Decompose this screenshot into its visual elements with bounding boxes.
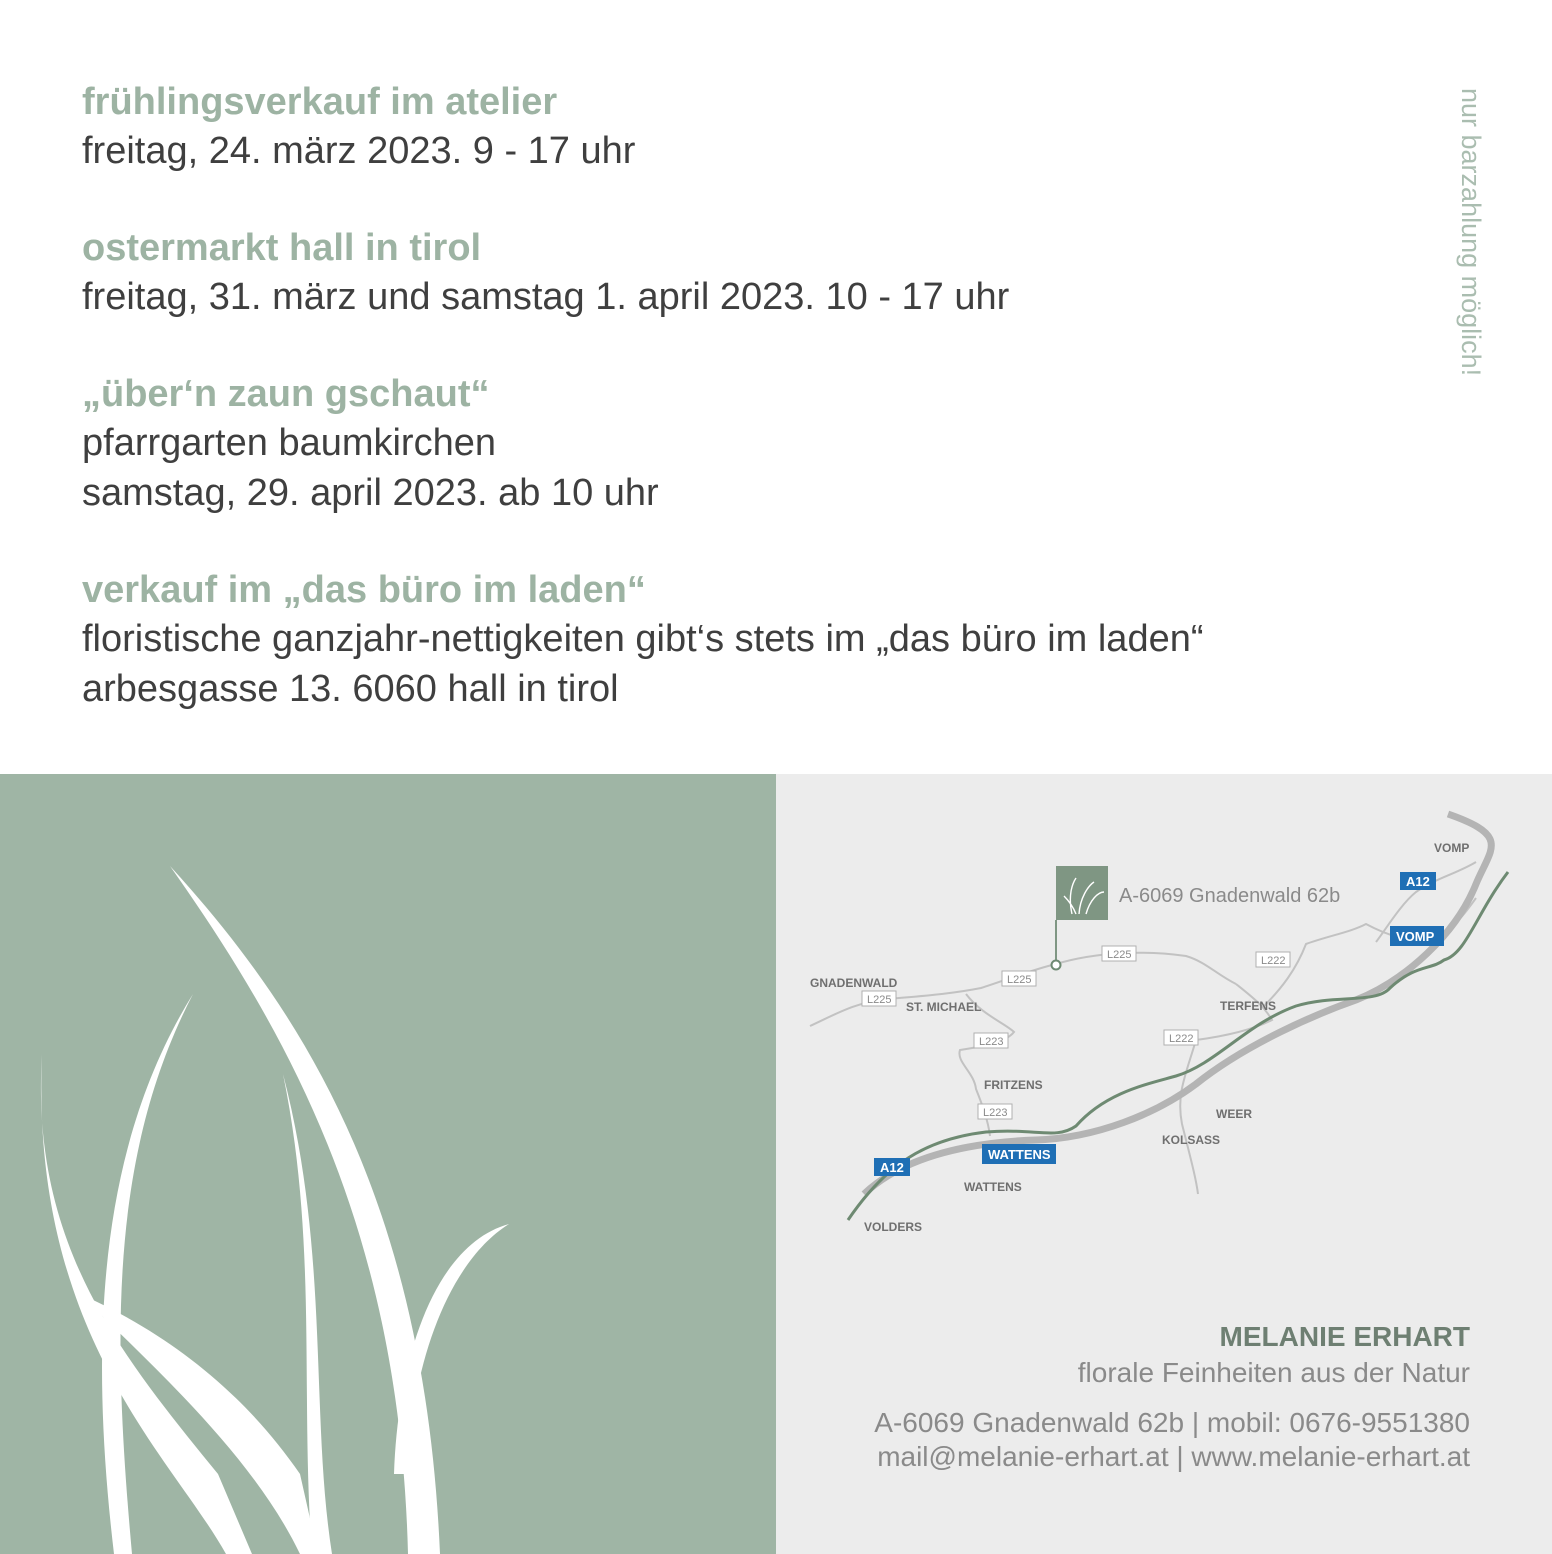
location-flag-icon (1052, 866, 1109, 970)
event-address: arbesgasse 13. 6060 hall in tirol (82, 668, 619, 710)
event-buero-im-laden (82, 566, 1204, 714)
place-label: VOLDERS (864, 1220, 923, 1234)
place-label: WEER (1216, 1107, 1252, 1121)
road-label: L225 (1007, 974, 1032, 986)
place-label: KOLSASS (1162, 1133, 1221, 1147)
event-title: verkauf im „das büro im laden“ (82, 569, 646, 611)
event-description: floristische ganzjahr-nettigkeiten gibt‘s stets im „das büro im laden“ (82, 618, 1204, 660)
motorway-label: A12 (880, 1160, 904, 1175)
road-label: L223 (979, 1036, 1004, 1048)
email-website: mail@melanie-erhart.at | www.melanie-erhart.at (877, 1441, 1470, 1472)
event-date: freitag, 24. märz 2023. 9 - 17 uhr (82, 130, 636, 172)
payment-note (1452, 88, 1492, 398)
grass-blades-icon (0, 774, 776, 1554)
road-label: L225 (867, 994, 892, 1006)
place-label: GNADENWALD (810, 976, 898, 990)
flag-address-label: A-6069 Gnadenwald 62b (1119, 885, 1341, 907)
location-map (776, 774, 1552, 1274)
event-title: ostermarkt hall in tirol (82, 227, 482, 269)
road-label: L222 (1261, 955, 1286, 967)
map-panel (776, 774, 1552, 1554)
event-location: pfarrgarten baumkirchen (82, 422, 496, 464)
contact-block (874, 1320, 1470, 1474)
place-label: WATTENS (964, 1180, 1022, 1194)
place-label: FRITZENS (984, 1078, 1043, 1092)
event-title: „über‘n zaun gschaut“ (82, 373, 490, 415)
payment-note-text: nur barzahlung möglich! (1456, 88, 1486, 377)
event-fruehlingsverkauf (82, 78, 635, 176)
event-zaun-gschaut (82, 370, 659, 518)
place-label: VOMP (1434, 841, 1470, 855)
event-date: samstag, 29. april 2023. ab 10 uhr (82, 472, 659, 514)
road-label: L222 (1169, 1033, 1194, 1045)
company-name: MELANIE ERHART (1219, 1321, 1470, 1352)
event-ostermarkt (82, 224, 1009, 322)
road-label: L223 (983, 1107, 1008, 1119)
place-label: TERFENS (1220, 999, 1277, 1013)
motorway-label: A12 (1406, 874, 1430, 889)
address-phone: A-6069 Gnadenwald 62b | mobil: 0676-9551380 (874, 1407, 1470, 1438)
place-label: ST. MICHAEL (906, 1000, 982, 1014)
exit-label: WATTENS (988, 1147, 1051, 1162)
company-tagline: florale Feinheiten aus der Natur (1077, 1357, 1470, 1388)
road-label: L225 (1107, 949, 1132, 961)
event-date: freitag, 31. märz und samstag 1. april 2023. 10 - 17 uhr (82, 276, 1010, 318)
exit-label: VOMP (1396, 929, 1435, 944)
grass-panel (0, 774, 776, 1554)
event-title: frühlingsverkauf im atelier (82, 81, 558, 123)
